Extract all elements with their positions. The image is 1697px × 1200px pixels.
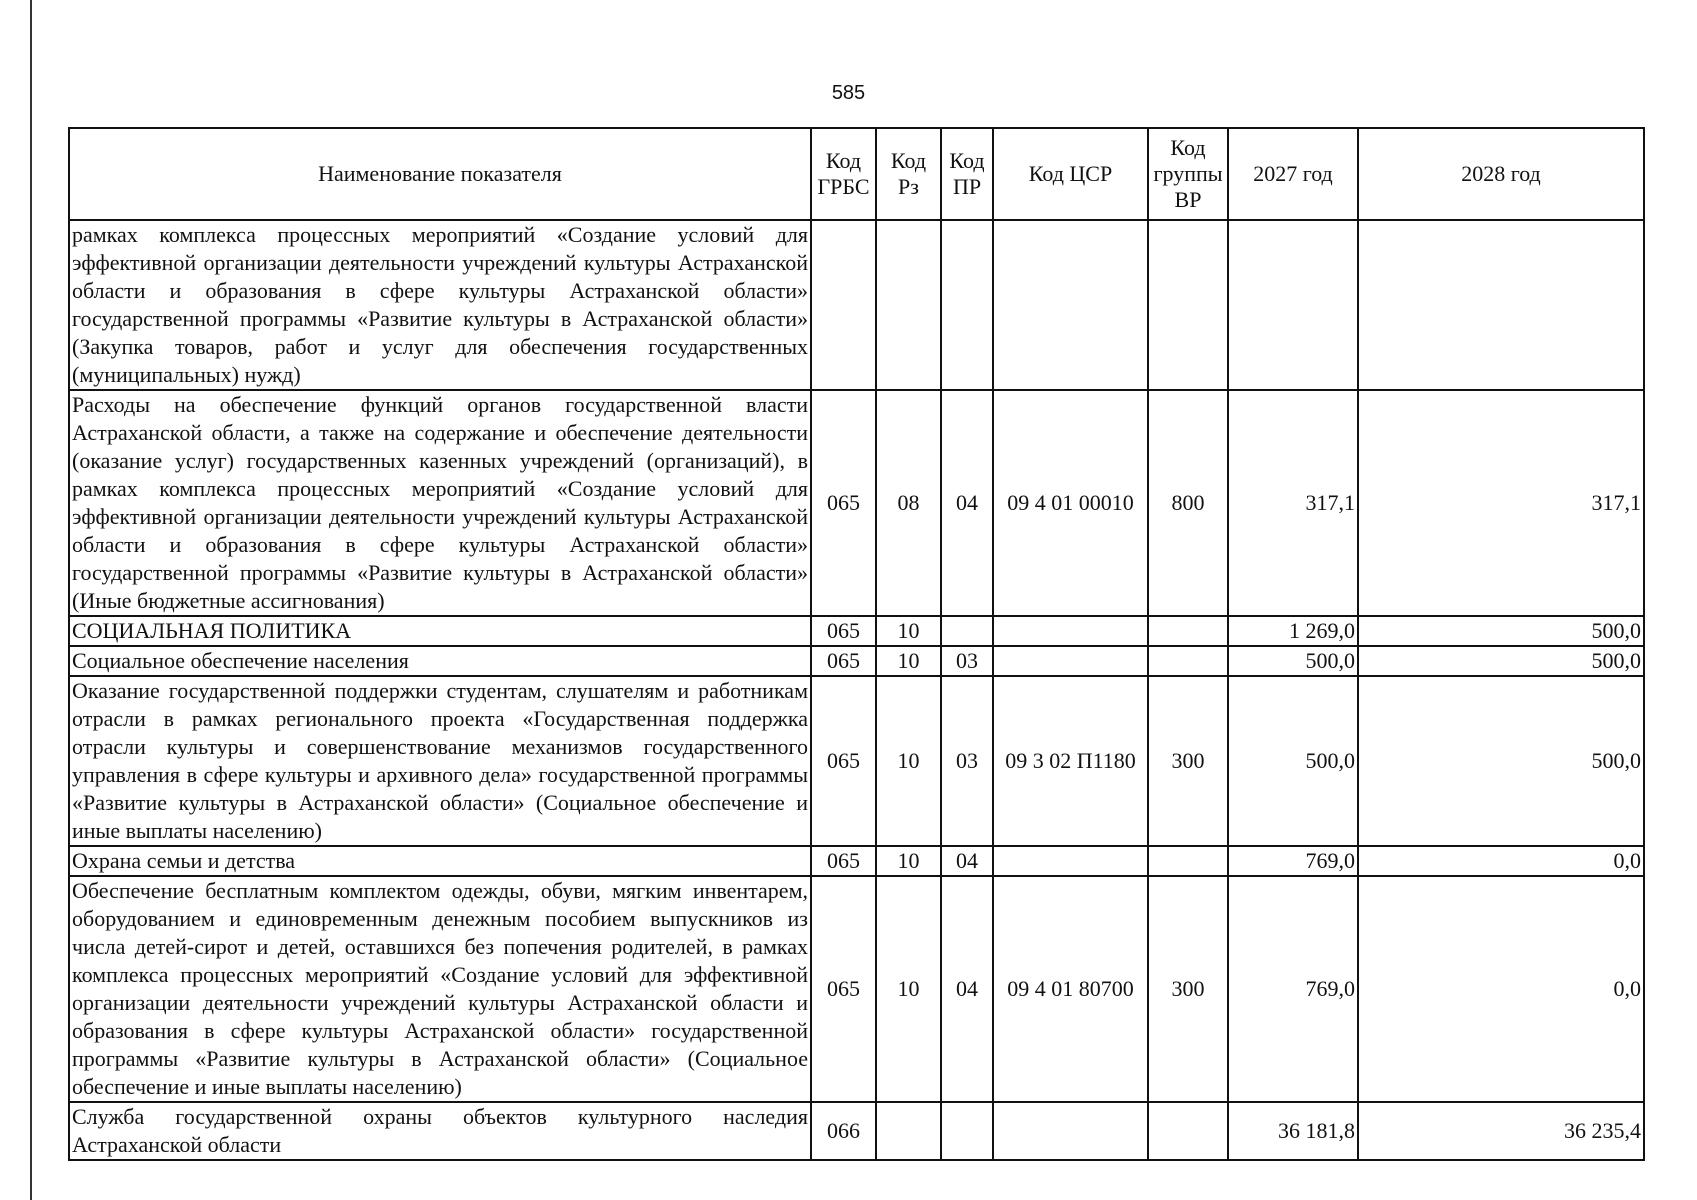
row-name: Социальное обеспечение населения xyxy=(69,646,811,676)
row-2027: 500,0 xyxy=(1228,646,1358,676)
row-2028: 317,1 xyxy=(1358,390,1644,616)
row-pr xyxy=(941,220,993,390)
row-name: Оказание государственной поддержки студентам, слушателям и работникам отрасли в рамках регионального проекта «Государственная поддержка отрасли культуры и совершенствование механизмов государственного управления в сфере культуры и архивного дела» государственной программы «Развитие культуры в Астраханской области» (Социальное обеспечение и иные выплаты населению) xyxy=(69,676,811,846)
row-csr: 09 4 01 80700 xyxy=(993,876,1148,1102)
row-rz: 10 xyxy=(876,646,941,676)
row-rz: 10 xyxy=(876,676,941,846)
table-row xyxy=(69,646,1644,676)
left-margin-rule xyxy=(30,0,32,1200)
row-pr: 04 xyxy=(941,876,993,1102)
row-vr: 800 xyxy=(1148,390,1228,616)
row-2027: 500,0 xyxy=(1228,676,1358,846)
row-name: Расходы на обеспечение функций органов государственной власти Астраханской области, а также на содержание и обеспечение деятельности (оказание услуг) государственных казенных учреждений (организаций), в рамках комплекса процессных мероприятий «Создание условий для эффективной организации деятельности учреждений культуры Астраханской области и образования в сфере культуры Астраханской области» государственной программы «Развитие культуры в Астраханской области» (Иные бюджетные ассигнования) xyxy=(69,390,811,616)
row-name: рамках комплекса процессных мероприятий «Создание условий для эффективной организации деятельности учреждений культуры Астраханской области и образования в сфере культуры Астраханской области» государственной программы «Развитие культуры в Астраханской области» (Закупка товаров, работ и услуг для обеспечения государственных (муниципальных) нужд) xyxy=(69,220,811,390)
row-pr xyxy=(941,616,993,646)
row-vr xyxy=(1148,616,1228,646)
row-vr xyxy=(1148,646,1228,676)
header-vr: Код группы ВР xyxy=(1148,128,1228,220)
row-pr: 04 xyxy=(941,846,993,876)
row-2028: 0,0 xyxy=(1358,846,1644,876)
row-grbs xyxy=(811,220,876,390)
row-2027: 1 269,0 xyxy=(1228,616,1358,646)
header-name: Наименование показателя xyxy=(69,128,811,220)
row-csr xyxy=(993,616,1148,646)
row-vr xyxy=(1148,220,1228,390)
header-pr: Код ПР xyxy=(941,128,993,220)
header-rz: Код Рз xyxy=(876,128,941,220)
row-rz xyxy=(876,220,941,390)
table-row xyxy=(69,616,1644,646)
header-csr: Код ЦСР xyxy=(993,128,1148,220)
row-grbs: 065 xyxy=(811,390,876,616)
row-vr xyxy=(1148,846,1228,876)
row-2028: 0,0 xyxy=(1358,876,1644,1102)
header-row xyxy=(69,128,1644,220)
row-name: Обеспечение бесплатным комплектом одежды, обуви, мягким инвентарем, оборудованием и единовременным денежным пособием выпускников из числа детей-сирот и детей, оставшихся без попечения родителей, в рамках комплекса процессных мероприятий «Создание условий для эффективной организации деятельности учреждений культуры Астраханской области и образования в сфере культуры Астраханской области» государственной программы «Развитие культуры в Астраханской области» (Социальное обеспечение и иные выплаты населению) xyxy=(69,876,811,1102)
row-csr xyxy=(993,646,1148,676)
row-2028 xyxy=(1358,220,1644,390)
header-2027: 2027 год xyxy=(1228,128,1358,220)
row-grbs: 065 xyxy=(811,846,876,876)
row-2028: 500,0 xyxy=(1358,676,1644,846)
row-2028: 500,0 xyxy=(1358,616,1644,646)
row-grbs: 065 xyxy=(811,616,876,646)
row-2028: 36 235,4 xyxy=(1358,1102,1644,1160)
table-row xyxy=(69,676,1644,846)
row-pr: 03 xyxy=(941,676,993,846)
row-rz: 10 xyxy=(876,616,941,646)
table-row xyxy=(69,846,1644,876)
row-pr: 04 xyxy=(941,390,993,616)
row-2027: 36 181,8 xyxy=(1228,1102,1358,1160)
table-row xyxy=(69,876,1644,1102)
row-csr xyxy=(993,1102,1148,1160)
row-2027: 769,0 xyxy=(1228,876,1358,1102)
row-2027: 317,1 xyxy=(1228,390,1358,616)
row-vr: 300 xyxy=(1148,676,1228,846)
row-grbs: 065 xyxy=(811,676,876,846)
row-grbs: 065 xyxy=(811,876,876,1102)
row-rz: 08 xyxy=(876,390,941,616)
row-csr xyxy=(993,846,1148,876)
header-grbs: Код ГРБС xyxy=(811,128,876,220)
table-row xyxy=(69,220,1644,390)
table-row xyxy=(69,1102,1644,1160)
row-csr xyxy=(993,220,1148,390)
page-number: 585 xyxy=(831,82,866,104)
row-rz xyxy=(876,1102,941,1160)
row-name: Охрана семьи и детства xyxy=(69,846,811,876)
table-row xyxy=(69,390,1644,616)
row-grbs: 066 xyxy=(811,1102,876,1160)
header-2028: 2028 год xyxy=(1358,128,1644,220)
row-csr: 09 4 01 00010 xyxy=(993,390,1148,616)
row-rz: 10 xyxy=(876,876,941,1102)
row-2028: 500,0 xyxy=(1358,646,1644,676)
row-pr xyxy=(941,1102,993,1160)
budget-table xyxy=(68,127,1645,1161)
row-vr xyxy=(1148,1102,1228,1160)
row-rz: 10 xyxy=(876,846,941,876)
row-csr: 09 3 02 П1180 xyxy=(993,676,1148,846)
row-vr: 300 xyxy=(1148,876,1228,1102)
row-name: СОЦИАЛЬНАЯ ПОЛИТИКА xyxy=(69,616,811,646)
row-2027: 769,0 xyxy=(1228,846,1358,876)
row-pr: 03 xyxy=(941,646,993,676)
row-name: Служба государственной охраны объектов культурного наследия Астраханской области xyxy=(69,1102,811,1160)
row-2027 xyxy=(1228,220,1358,390)
row-grbs: 065 xyxy=(811,646,876,676)
